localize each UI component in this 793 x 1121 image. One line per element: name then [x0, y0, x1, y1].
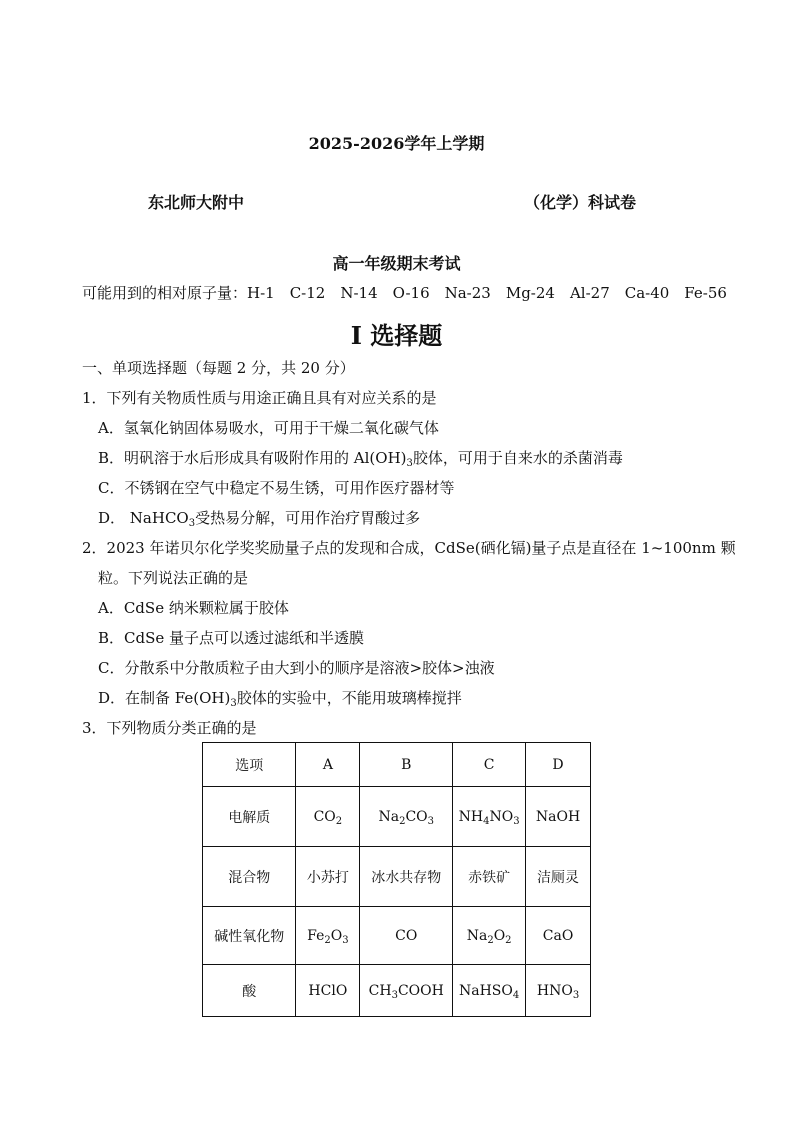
table-cell: 小苏打	[296, 847, 360, 907]
classification-table	[202, 742, 591, 1017]
row-label: 电解质	[203, 787, 296, 847]
q2-option-a: A．CdSe 纳米颗粒属于胶体	[98, 599, 289, 617]
q1-option-c: C．不锈钢在空气中稳定不易生锈，可用作医疗器材等	[98, 479, 455, 497]
part1-heading: 一、单项选择题（每题 2 分，共 20 分）	[82, 359, 355, 377]
q2-option-b: B．CdSe 量子点可以透过滤纸和半透膜	[98, 629, 365, 647]
q1-option-b: B．明矾溶于水后形成具有吸附作用的 $Al(OH)_3$胶体，可用于自来水的杀菌消毒	[98, 449, 623, 469]
q1-stem: 1．下列有关物质性质与用途正确且具有对应关系的是	[82, 389, 437, 407]
table-header-row	[203, 743, 591, 787]
table-header-cell: 选项	[203, 743, 296, 787]
table-cell: CaO	[526, 907, 591, 965]
q2-stem-line2: 粒。下列说法正确的是	[98, 569, 249, 587]
table-row-electrolyte	[203, 787, 591, 847]
q2-option-c: C．分散系中分散质粒子由大到小的顺序是溶液>胶体>浊液	[98, 659, 495, 677]
q2-stem-line1: 2．2023 年诺贝尔化学奖奖励量子点的发现和合成，CdSe(硒化镉)量子点是直径在 1~100nm 颗	[82, 539, 736, 557]
school-name: 东北师大附中	[148, 193, 245, 212]
atomic-masses: 可能用到的相对原子量：H-1 C-12 N-14 O-16 Na-23 Mg-24 Al-27 Ca-40 Fe-56	[82, 284, 727, 302]
subject-title: （化学）科试卷	[524, 193, 637, 212]
table-cell: 冰水共存物	[360, 847, 453, 907]
row-label: 混合物	[203, 847, 296, 907]
section-title: I 选择题	[350, 321, 443, 350]
table-cell: CO	[360, 907, 453, 965]
table-row-basic-oxide	[203, 907, 591, 965]
table-cell: 洁厕灵	[526, 847, 591, 907]
table-cell: $CO_2$	[296, 787, 360, 847]
row-label: 酸	[203, 965, 296, 1017]
table-header-cell: A	[296, 743, 360, 787]
row-label: 碱性氧化物	[203, 907, 296, 965]
q3-stem: 3．下列物质分类正确的是	[82, 719, 257, 737]
table-cell: HClO	[296, 965, 360, 1017]
table-row-mixture	[203, 847, 591, 907]
table-header-cell: B	[360, 743, 453, 787]
table-cell: NaOH	[526, 787, 591, 847]
table-cell: $Fe_2O_3$	[296, 907, 360, 965]
table-cell: $Na_2O_2$	[453, 907, 526, 965]
table-header-cell: D	[526, 743, 591, 787]
table-cell: $Na_2CO_3$	[360, 787, 453, 847]
table-header-cell: C	[453, 743, 526, 787]
q2-option-d: D．在制备 $Fe(OH)_3$胶体的实验中，不能用玻璃棒搅拌	[98, 689, 462, 709]
table-cell: $CH_3COOH$	[360, 965, 453, 1017]
table-row-acid	[203, 965, 591, 1017]
q1-option-a: A．氢氧化钠固体易吸水，可用于干燥二氧化碳气体	[98, 419, 439, 437]
year-term-title: 2025-2026学年上学期	[308, 134, 485, 153]
q1-option-d: D． NaHCO$_3$受热易分解，可用作治疗胃酸过多	[98, 509, 421, 529]
table-cell: NaHSO$_4$	[453, 965, 526, 1017]
table-cell: 赤铁矿	[453, 847, 526, 907]
table-cell: $HNO_3$	[526, 965, 591, 1017]
table-cell: $NH_4NO_3$	[453, 787, 526, 847]
exam-title: 高一年级期末考试	[332, 254, 461, 273]
